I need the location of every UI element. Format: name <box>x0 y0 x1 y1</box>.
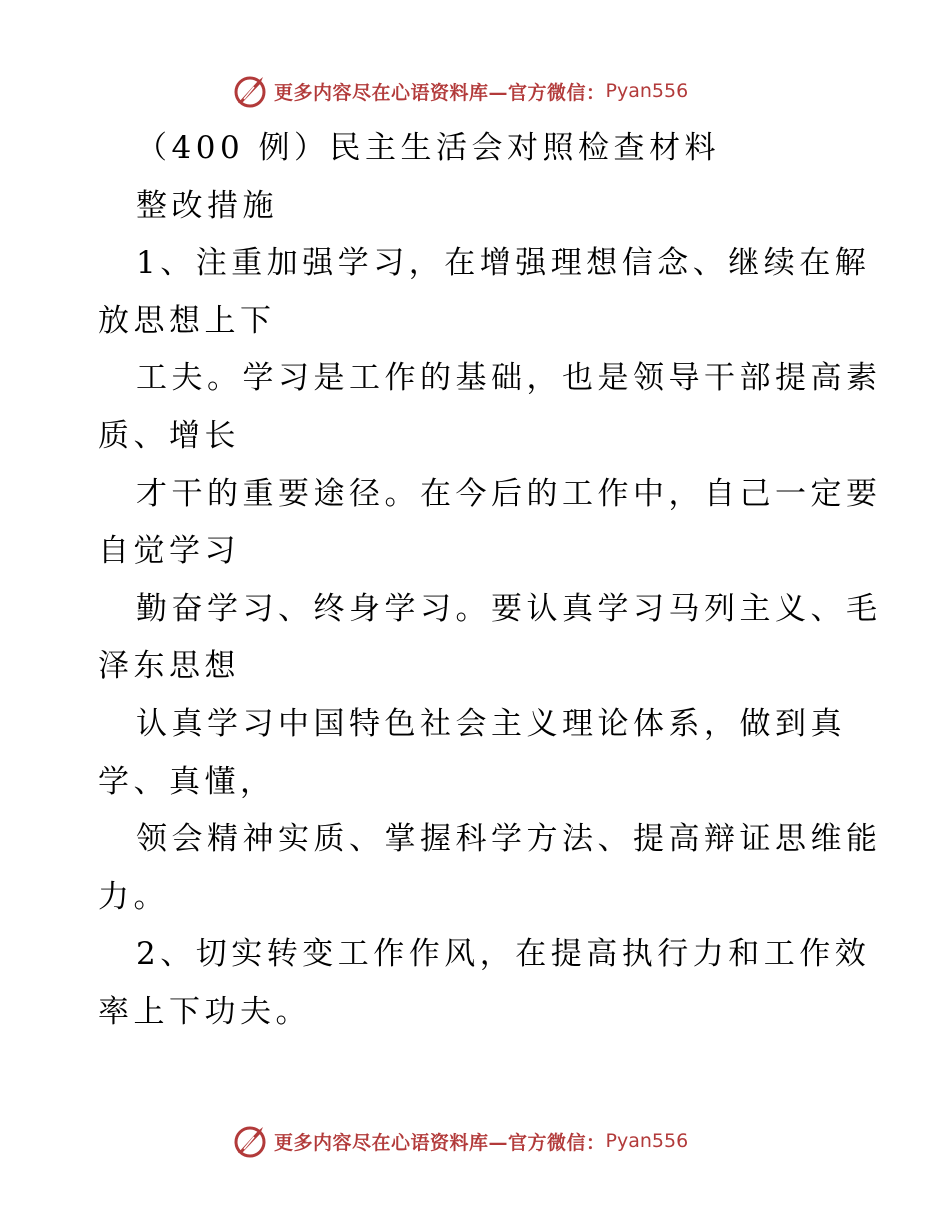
document-body <box>98 120 882 1042</box>
watermark-text: 更多内容尽在心语资料库—官方微信： <box>274 1131 606 1154</box>
quill-pen-logo-icon <box>232 1123 268 1159</box>
text-line: 学、真懂， <box>98 763 276 800</box>
text-line: 泽东思想 <box>98 648 240 685</box>
watermark-text: 更多内容尽在心语资料库—官方微信： <box>274 81 606 104</box>
text-line: 自觉学习 <box>98 533 240 570</box>
watermark-wechat-id: Pyan556 <box>605 80 689 102</box>
header-watermark <box>232 71 688 111</box>
body-text <box>98 235 882 1041</box>
text-line: 才干的重要途径。在今后的工作中，自己一定要 <box>136 475 882 512</box>
quill-pen-logo-icon <box>232 73 268 109</box>
document-title: （400 例）民主生活会对照检查材料 <box>136 130 721 166</box>
text-line: 工夫。学习是工作的基础，也是领导干部提高素 <box>136 360 882 397</box>
text-line: 2、切实转变工作作风，在提高执行力和工作效 <box>136 936 871 973</box>
text-line: 率上下功夫。 <box>98 993 311 1030</box>
section-heading: 整改措施 <box>136 187 278 224</box>
text-line: 勤奋学习、终身学习。要认真学习马列主义、毛 <box>136 590 882 627</box>
text-line: 放思想上下 <box>98 302 276 339</box>
footer-watermark <box>232 1121 688 1161</box>
text-line: 力。 <box>98 878 169 915</box>
text-line: 认真学习中国特色社会主义理论体系，做到真 <box>136 705 846 742</box>
text-line: 质、增长 <box>98 417 240 454</box>
watermark-wechat-id: Pyan556 <box>605 1130 689 1152</box>
text-line: 1、注重加强学习，在增强理想信念、继续在解 <box>136 245 871 282</box>
text-line: 领会精神实质、掌握科学方法、提高辩证思维能 <box>136 821 882 858</box>
